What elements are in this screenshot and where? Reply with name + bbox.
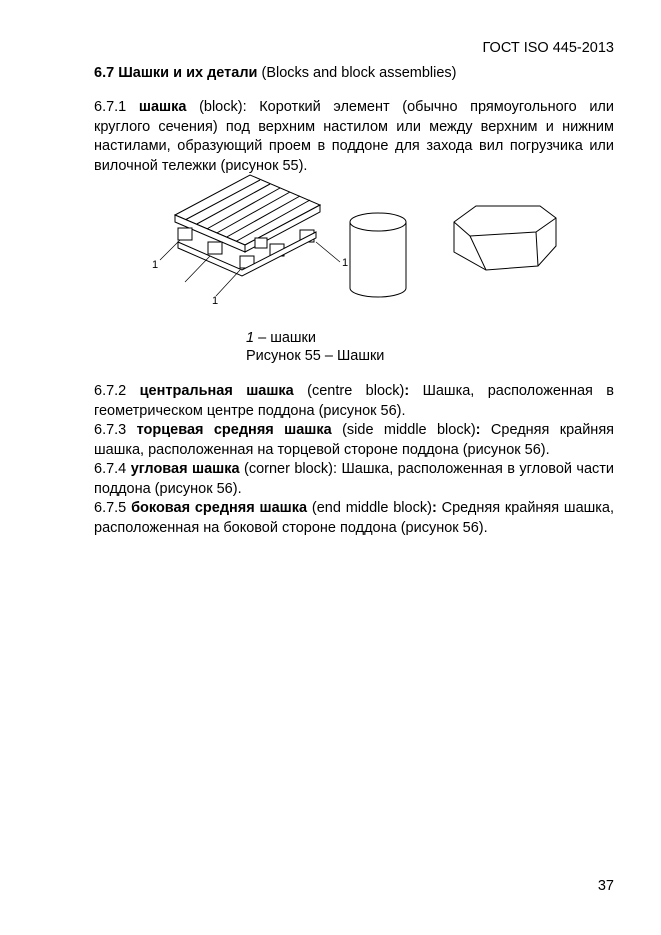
- item-term: угловая шашка: [130, 461, 240, 477]
- callout-1: 1: [152, 259, 159, 271]
- section-title: [94, 65, 457, 81]
- item-text: Короткий элемент (обычно прямоугольного или круглого сечения) под верхним настилом или между верхним и нижним настилами, образующий проем в поддоне для захода вил погрузчика или вилочной тележки (рисунок 55).: [94, 99, 614, 174]
- section-number: 6.7: [94, 65, 115, 81]
- item-6-7-1: [94, 98, 614, 176]
- item-text: Шашка, расположенная в угловой части поддона (рисунок 56).: [94, 461, 615, 497]
- item-term: боковая средняя шашка: [131, 500, 308, 516]
- item-number: 6.7.5: [94, 500, 127, 516]
- pallet-drawing: [175, 175, 320, 276]
- item-number: 6.7.4: [94, 461, 127, 477]
- figure-caption: Рисунок 55 – Шашки: [246, 348, 385, 364]
- legend-text: – шашки: [258, 330, 316, 346]
- item-term-en: (side middle block): [342, 422, 476, 438]
- item-term: центральная шашка: [139, 383, 294, 399]
- item-term-en: (centre block): [307, 383, 405, 399]
- item-6-7-3: 6.7.3 торцевая средняя шашка (side middle block): Средняя крайняя шашка, расположенная на торцевой стороне поддона (рисунок 56).: [94, 422, 615, 458]
- item-6-7-5: 6.7.5 боковая средняя шашка (end middle block): Средняя крайняя шашка, расположенная на боковой стороне поддона (рисунок 56).: [94, 500, 615, 536]
- legend-number: 1: [246, 330, 255, 346]
- item-term-en: (end middle block): [311, 500, 432, 516]
- section-title-ru: Шашки и их детали: [118, 65, 258, 81]
- octagonal-block-drawing: [454, 206, 556, 270]
- item-number: 6.7.2: [94, 383, 127, 399]
- item-term: торцевая средняя шашка: [136, 422, 332, 438]
- figure-55: [140, 170, 560, 330]
- item-term-en: (block):: [199, 99, 247, 115]
- item-text: Средняя крайняя шашка, расположенная на боковой стороне поддона (рисунок 56).: [94, 500, 615, 536]
- item-term: шашка: [138, 99, 187, 115]
- item-6-7-2: 6.7.2 центральная шашка (centre block): Шашка, расположенная в геометрическом центре поддона (рисунок 56).: [94, 383, 614, 419]
- page-number: 37: [597, 878, 614, 894]
- cylinder-block-drawing: [350, 213, 406, 297]
- item-6-7-4: [94, 460, 614, 499]
- document-id: ГОСТ ISO 445-2013: [482, 40, 614, 56]
- section-title-en: (Blocks and block assemblies): [261, 65, 457, 81]
- item-text: Средняя крайняя шашка, расположенная на торцевой стороне поддона (рисунок 56).: [94, 422, 615, 458]
- callout-1b: 1: [212, 295, 219, 307]
- figure-legend: [246, 330, 316, 346]
- item-text: Шашка, расположенная в геометрическом центре поддона (рисунок 56).: [94, 383, 614, 419]
- item-number: 6.7.3: [94, 422, 127, 438]
- item-term-en: (corner block):: [243, 461, 338, 477]
- callout-1c: 1: [342, 257, 349, 269]
- item-number: 6.7.1: [94, 99, 127, 115]
